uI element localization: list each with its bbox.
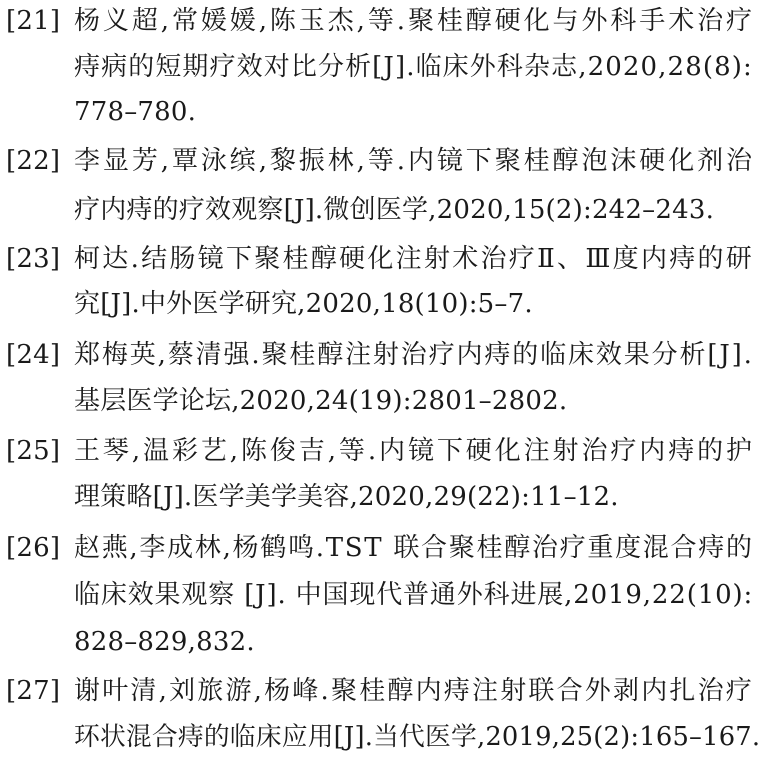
reference-text-line: 王琴,温彩艺,陈俊吉,等.内镜下硬化注射治疗内痔的护 [74, 436, 755, 466]
reference-text-line: 临床效果观察 [J]. 中国现代普通外科进展,2019,22(10): [74, 580, 754, 610]
reference-text-line: 谢叶清,刘旅游,杨峰.聚桂醇内痔注射联合外剥内扎治疗 [74, 676, 754, 706]
reference-number: [27] [6, 676, 61, 706]
reference-text-line: 杨义超,常媛媛,陈玉杰,等.聚桂醇硬化与外科手术治疗 [74, 6, 755, 36]
reference-text-line: 痔病的短期疗效对比分析[J].临床外科杂志,2020,28(8): [74, 52, 753, 82]
reference-number: [22] [6, 146, 61, 176]
reference-text-line: 基层医学论坛,2020,24(19):2801–2802. [74, 386, 568, 416]
reference-number: [24] [6, 340, 61, 370]
reference-text-line: 疗内痔的疗效观察[J].微创医学,2020,15(2):242–243. [74, 195, 715, 225]
reference-text-line: 柯达.结肠镜下聚桂醇硬化注射术治疗Ⅱ、Ⅲ度内痔的研 [74, 244, 755, 274]
reference-text-line: 究[J].中外医学研究,2020,18(10):5–7. [74, 289, 533, 319]
reference-number: [25] [6, 436, 61, 466]
reference-text-line: 778–780. [74, 97, 197, 127]
reference-text-line: 李显芳,覃泳缤,黎振林,等.内镜下聚桂醇泡沫硬化剂治 [74, 146, 755, 176]
reference-number: [26] [6, 533, 61, 563]
reference-text-line: 828–829,832. [74, 627, 255, 657]
reference-number: [23] [6, 244, 61, 274]
reference-text-line: 赵燕,李成林,杨鹤鸣.TST 联合聚桂醇治疗重度混合痔的 [74, 533, 754, 563]
reference-number: [21] [6, 6, 61, 36]
reference-text-line: 郑梅英,蔡清强.聚桂醇注射治疗内痔的临床效果分析[J]. [74, 340, 754, 370]
reference-text-line: 环状混合痔的临床应用[J].当代医学,2019,25(2):165–167. [74, 722, 761, 752]
reference-text-line: 理策略[J].医学美学美容,2020,29(22):11–12. [74, 482, 619, 512]
